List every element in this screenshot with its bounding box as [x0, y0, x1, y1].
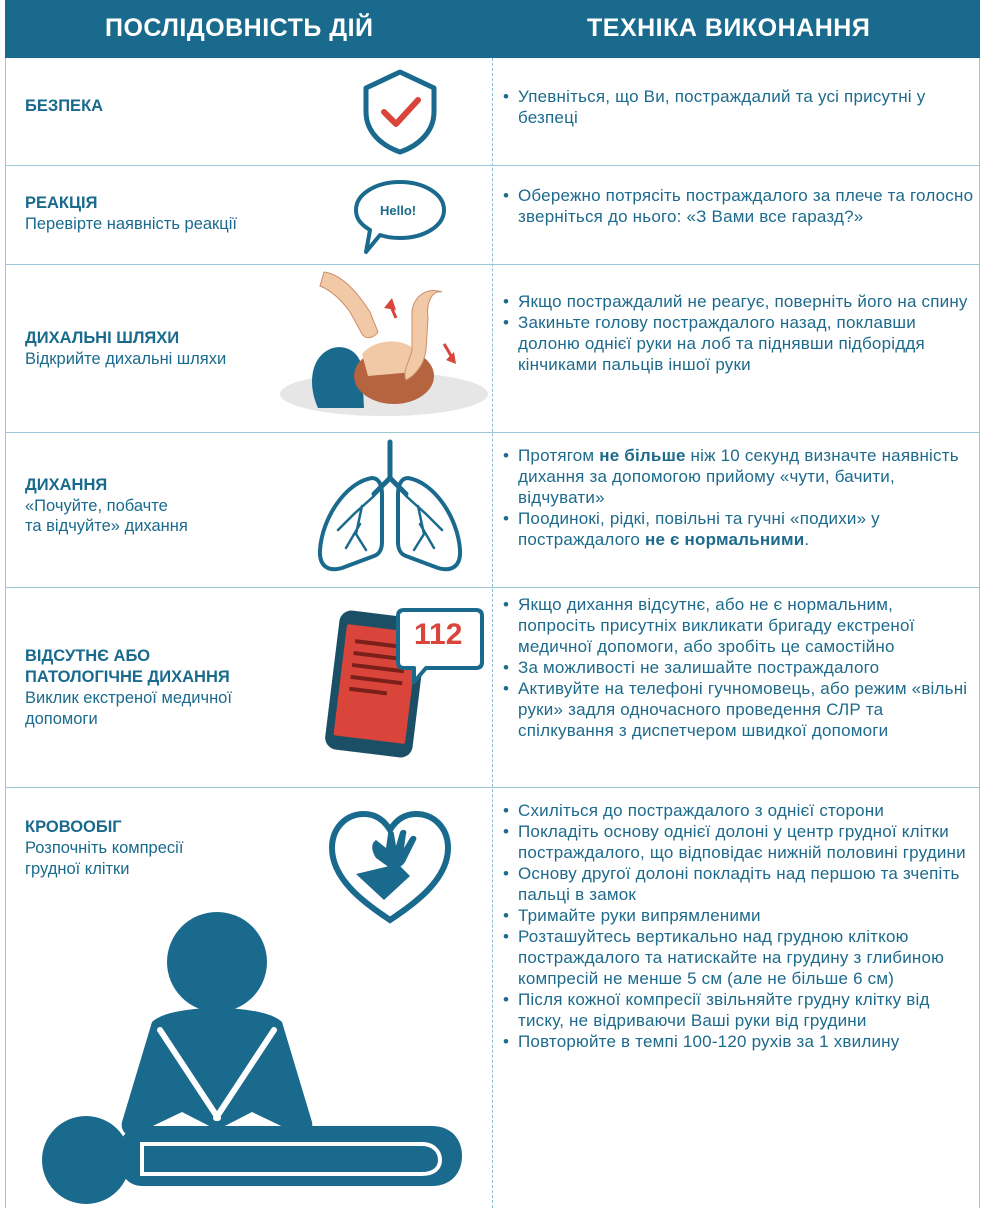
b2-post: .	[804, 530, 810, 549]
list-item: • Тримайте руки випрямленими	[500, 905, 975, 926]
circulation-title: КРОВООБІГ	[25, 818, 122, 836]
circulation-bullets	[500, 800, 975, 1052]
row-divider	[5, 787, 980, 788]
response-bullets	[500, 185, 975, 227]
list-item: • Розташуйтесь вертикально над грудною кліткою постраждалого та натискайте на грудину з глибиною компресій не менше 5 см (але не більше 6 см)	[500, 926, 975, 989]
list-item: • Схиліться до постраждалого з однієї сторони	[500, 800, 975, 821]
airway-subtitle: Відкрийте дихальні шляхи	[25, 350, 227, 368]
list-item: • Закиньте голову постраждалого назад, поклавши долоню однієї руки на лоб та піднявши підборіддя кінчиками пальців іншої руки	[500, 312, 975, 375]
head-tilt-illustration	[278, 268, 490, 428]
breathing-bullets	[500, 445, 975, 550]
row-divider	[5, 587, 980, 588]
safety-bullets	[500, 86, 975, 128]
breathing-title: ДИХАННЯ	[25, 476, 108, 494]
row-divider	[5, 432, 980, 433]
absent-title-1: ВІДСУТНЄ АБО	[25, 647, 151, 665]
header-right: ТЕХНІКА ВИКОНАННЯ	[587, 14, 871, 42]
list-item: • Упевніться, що Ви, постраждалий та усі присутні у безпеці	[500, 86, 975, 128]
b2-bold: не є нормальними	[645, 530, 805, 549]
absent-subtitle-2: допомоги	[25, 710, 98, 728]
absent-subtitle-1: Виклик екстреної медичної	[25, 689, 232, 707]
list-item	[500, 508, 975, 550]
absent-title-2: ПАТОЛОГІЧНЕ ДИХАННЯ	[25, 668, 230, 686]
list-item	[500, 445, 975, 508]
speech-bubble-text: Hello!	[380, 203, 417, 218]
list-item: • Обережно потрясіть постраждалого за плече та голосно зверніться до нього: «З Вами все гаразд?»	[500, 185, 975, 227]
heart-hands-icon	[326, 808, 454, 928]
list-item: • Якщо дихання відсутнє, або не є нормальним, попросіть присутніх викликати бригаду екстреної медичної допомоги, або зробіть це самостійно	[500, 594, 975, 657]
list-item: • Основу другої долоні покладіть над першою та зчепіть пальці в замок	[500, 863, 975, 905]
response-subtitle: Перевірте наявність реакції	[25, 215, 237, 233]
airway-bullets	[500, 291, 975, 375]
b1-bold: не більше	[599, 446, 686, 465]
shield-check-icon	[360, 68, 440, 156]
b1-pre: Протягом	[518, 446, 595, 465]
row-divider	[5, 264, 980, 265]
absent-bullets	[500, 594, 975, 741]
list-item: • Покладіть основу однієї долоні у центр грудної клітки постраждалого, що відповідає нижній половині грудини	[500, 821, 975, 863]
airway-title: ДИХАЛЬНІ ШЛЯХИ	[25, 329, 180, 347]
response-title: РЕАКЦІЯ	[25, 194, 98, 212]
breathing-subtitle-1: «Почуйте, побачте	[25, 497, 168, 515]
circulation-subtitle-2: грудної клітки	[25, 860, 130, 878]
safety-title: БЕЗПЕКА	[25, 97, 104, 115]
header-left: ПОСЛІДОВНІСТЬ ДІЙ	[105, 14, 374, 42]
list-item: • Якщо постраждалий не реагує, поверніть його на спину	[500, 291, 975, 312]
list-item: • За можливості не залишайте постраждалого	[500, 657, 975, 678]
breathing-subtitle-2: та відчуйте» дихання	[25, 517, 188, 535]
column-divider	[492, 58, 493, 1208]
speech-bubble-icon	[350, 178, 450, 258]
cpr-figure-illustration	[42, 912, 462, 1208]
list-item: • Повторюйте в темпі 100-120 рухів за 1 хвилину	[500, 1031, 975, 1052]
b2-pre: Поодинокі, рідкі, повільні та гучні «подихи» у постраждалого	[518, 509, 880, 549]
circulation-subtitle-1: Розпочніть компресії	[25, 839, 184, 857]
row-divider	[5, 165, 980, 166]
list-item: • Після кожної компресії звільняйте грудну клітку від тиску, не відриваючи Ваші руки від грудини	[500, 989, 975, 1031]
b1-post: ніж 10 секунд визначте наявність дихання за допомогою прийому «чути, бачити, відчувати»	[518, 446, 959, 507]
lungs-icon	[316, 438, 464, 578]
list-item: • Активуйте на телефоні гучномовець, або режим «вільні руки» задля одночасного проведення СЛР та спілкування з диспетчером швидкої допомоги	[500, 678, 975, 741]
emergency-number: 112	[414, 618, 463, 651]
phone-icon	[318, 604, 488, 764]
table-header	[5, 0, 980, 58]
